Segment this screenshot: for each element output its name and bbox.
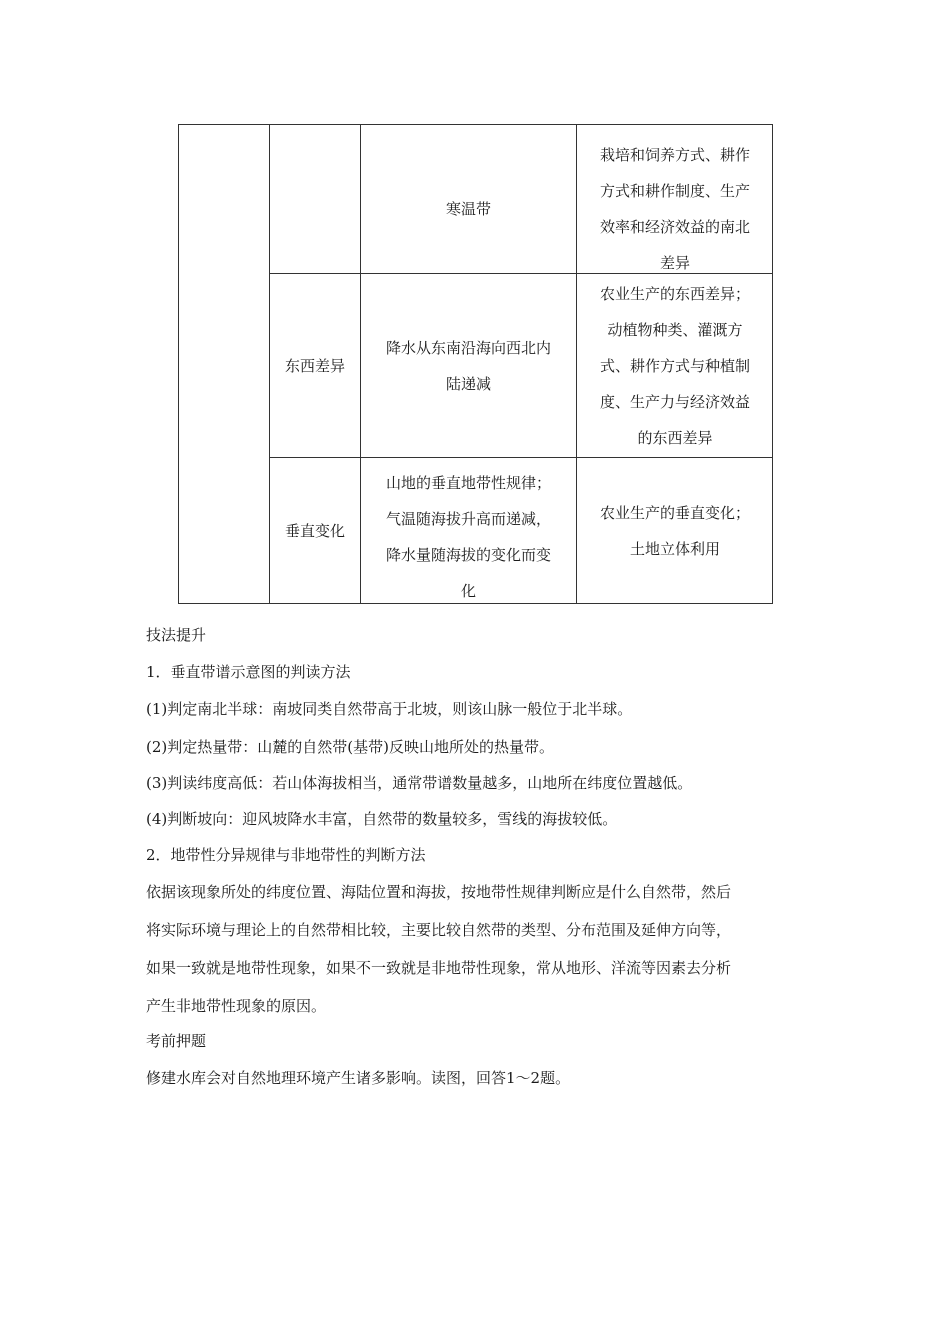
item2-title: 2．地带性分异规律与非地带性的判断方法 <box>146 846 426 864</box>
item1-point3: (3)判读纬度高低：若山体海拔相当，通常带谱数量越多，山地所在纬度位置越低。 <box>146 774 693 792</box>
table-cell-category: 东西差异 <box>284 356 345 375</box>
exam-intro: 修建水库会对自然地理环境产生诸多影响。读图，回答1～2题。 <box>146 1069 571 1087</box>
table-cell-impact: 栽培和饲养方式、耕作 方式和耕作制度、生产 效率和经济效益的南北 差异 <box>599 146 750 272</box>
item1-point2: (2)判定热量带：山麓的自然带(基带)反映山地所处的热量带。 <box>146 738 554 756</box>
item1-point1: (1)判定南北半球：南坡同类自然带高于北坡，则该山脉一般位于北半球。 <box>146 700 633 718</box>
table-cell-impact: 农业生产的垂直变化； 土地立体利用 <box>599 504 750 558</box>
section-heading-exam: 考前押题 <box>146 1032 207 1050</box>
table-cell-category: 垂直变化 <box>284 522 345 540</box>
table-cell-category <box>270 125 360 273</box>
item1-point4: (4)判断坡向：迎风坡降水丰富，自然带的数量较多，雪线的海拔较低。 <box>146 810 618 828</box>
table-cell-condition: 寒温带 <box>445 200 491 218</box>
table-cell-condition: 降水从东南沿海向西北内 陆递减 <box>385 338 551 393</box>
comparison-table <box>178 124 773 604</box>
item1-title: 1．垂直带谱示意图的判读方法 <box>146 663 351 681</box>
table-cell-condition: 山地的垂直地带性规律； 气温随海拔升高而递减， 降水量随海拔的变化而变 化 <box>385 474 551 600</box>
section-heading-skill: 技法提升 <box>146 626 207 644</box>
item2-paragraph: 依据该现象所处的纬度位置、海陆位置和海拔，按地带性规律判断应是什么自然带，然后 将实际环境与理论上的自然带相比较，主要比较自然带的类型、分布范围及延伸方向等， 如果一致就是地带性现象，如果不一致就是非地带性现象，常从地形、洋流等因素去分析 产生非地带性现象的原因。 <box>146 883 732 1015</box>
table-cell-impact: 农业生产的东西差异； 动植物种类、灌溉方 式、耕作方式与种植制 度、生产力与经济效益 的东西差异 <box>599 284 750 447</box>
